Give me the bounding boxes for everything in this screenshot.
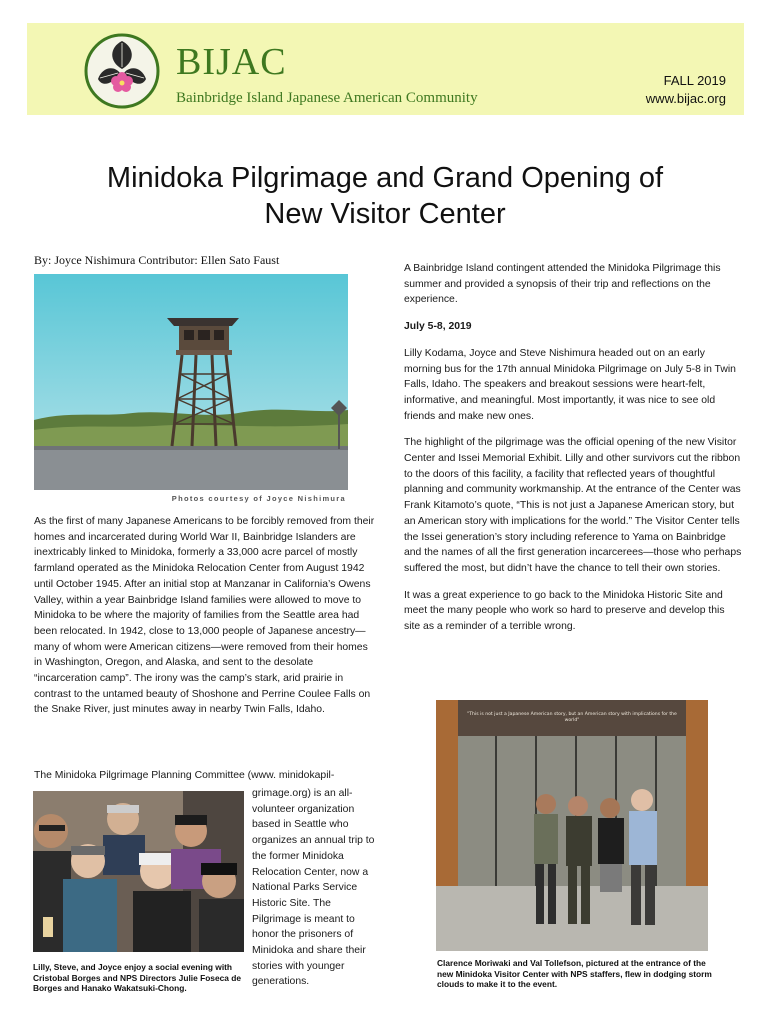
entrance-photo-caption: Clarence Moriwaki and Val Tollefson, pictured at the entrance of the new Minidoka Visitor Center with NPS staffers, flew in dodging storm clouds to make it to the event. <box>437 958 712 989</box>
bijac-logo <box>84 33 160 109</box>
date-heading: July 5-8, 2019 <box>404 321 472 333</box>
article-title <box>30 160 740 232</box>
org-short-name: BIJAC <box>176 41 287 83</box>
photo-credit: Photos courtesy of Joyce Nishimura <box>171 494 346 503</box>
left-column-intro <box>34 514 378 729</box>
title-line-2: New Visitor Center <box>264 198 506 230</box>
highlight-paragraph: The highlight of the pilgrimage was the official opening of the new Visitor Center and Issei Memorial Exhibit. Lilly and other survivors cut the ribbon to the doors of this facility, a facility that reflected years of thoughtful planning and community workmanship. At the entrance of the Center was Frank Kitamoto’s quote, “This is not just a Japanese American story, but an American story with implications for the world.” The Visitor Center tells the Issei generation’s story including reference to Yama on Bainbridge and the names of all the first generation incarcerees—those who perhaps suffered the most, but didn’t have the chance to tell their own stories. <box>404 437 742 574</box>
title-line-1: Minidoka Pilgrimage and Grand Opening of <box>106 162 664 194</box>
right-column <box>404 261 742 646</box>
contingent-paragraph: A Bainbridge Island contingent attended the Minidoka Pilgrimage this summer and provided a synopsis of their trip and reflections on the experience. <box>404 263 721 306</box>
group-social-photo <box>33 791 244 952</box>
org-full-name: Bainbridge Island Japanese American Community <box>176 90 478 106</box>
byline: By: Joyce Nishimura Contributor: Ellen Sato Faust <box>34 253 280 267</box>
website-link[interactable]: www.bijac.org <box>645 90 726 106</box>
visitor-center-entrance-photo <box>436 700 708 951</box>
intro-paragraph: As the first of many Japanese Americans to be forcibly removed from their homes and incarcerated during World War II, Bainbridge Islanders are inextricably linked to Minidoka, formerly a 33,000 acre parcel of mostly farmland operated as the Minidoka Relocation Center from August 1942 until October 1945. After an initial stop at Manzanar in California’s Owens Valley, within a year Bainbridge Island families were allowed to move to Minidoka to be where the majority of families from the Seattle area had been relocated. In 1942, close to 13,000 people of Japanese ancestry—many of whom were American citizens—were removed from their homes in Washington, Oregon, and Alaska, and sent to the desolate “incarceration camp”. The irony was the camp’s stark, arid prairie in contrast to the untamed beauty of Shoshone and Perrine Coulee Falls on the Snake River, just minutes away in nearby Twin Falls, Idaho. <box>34 516 375 716</box>
guard-tower-photo <box>34 274 348 490</box>
issue-season: FALL 2019 <box>663 73 726 88</box>
trip-paragraph: Lilly Kodama, Joyce and Steve Nishimura headed out on an early morning bus for the 17th annual Minidoka Pilgrimage on July 5-8 in Twin Falls, Idaho. The speakers and breakout sessions were heart-felt, informative, and meaningful. Most importantly, it was nice to see old friends and make new ones. <box>404 347 736 422</box>
group-photo-caption: Lilly, Steve, and Joyce enjoy a social evening with Cristobal Borges and NPS Directors Julie Foseca de Borges and Hanako Wakatsuki-Chong. <box>33 962 242 993</box>
entrance-quote-sign: "This is not just a Japanese American story, but an American story with implications for the world" <box>467 712 677 723</box>
issue-info <box>646 72 726 107</box>
committee-paragraph: grimage.org) is an all-volunteer organization based in Seattle who organizes an annual trip to the former Minidoka Relocation Center, now a National Parks Service Historic Site. The Pilgrimage is meant to honor the prisoners of Minidoka and share their stories with younger generations. <box>252 788 375 988</box>
committee-first-line: The Minidoka Pilgrimage Planning Committee (www. minidokapil- <box>34 770 335 781</box>
closing-paragraph: It was a great experience to go back to the Minidoka Historic Site and meet the many people who work so hard to preserve and develop this site as a reminder of a terrible wrong. <box>404 589 725 633</box>
